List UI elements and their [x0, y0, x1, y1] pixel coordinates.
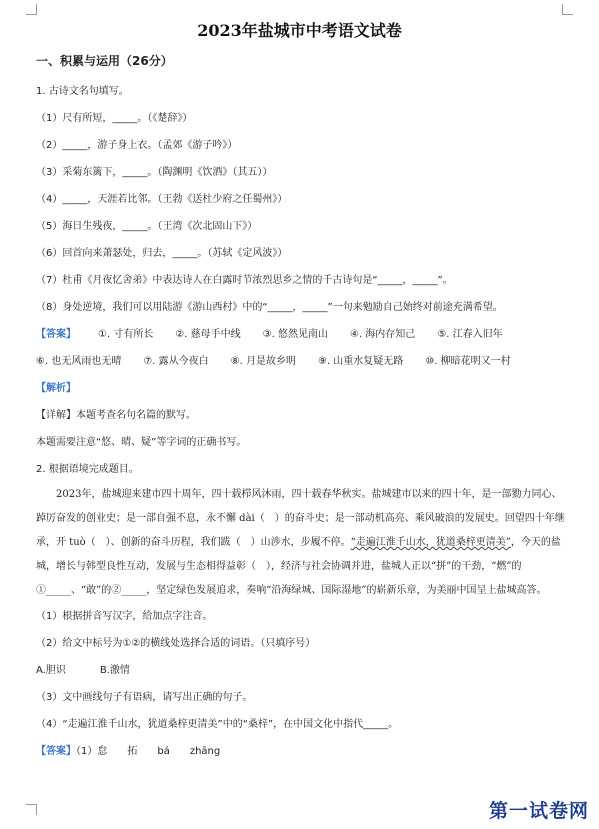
q2-sub-3: （3）文中画线句子有语病，请写出正确的句子。: [36, 692, 253, 703]
q1-item-5: （5）海日生残夜，_____。（王湾《次北固山下》）: [36, 221, 258, 232]
q2-answer-first: （1）怠 拓 bá zhāng: [76, 746, 221, 757]
passage-underlined-sentence: “走遍江淮千山水，犹道桑梓更清美”: [350, 537, 511, 548]
q2-answer-line: [36, 738, 565, 765]
q1-item-7: （7）杜甫《月夜忆舍弟》中表达诗人在白露时节浓烈思乡之情的千古诗句是“_____，_____”。: [36, 275, 453, 286]
q1-item-3: （3）采菊东篱下，_____。（陶渊明《饮酒》（其五））: [36, 167, 273, 178]
q2-sub-2: （2）给文中标号为①②的横线处选择合适的词语。（只填序号）: [36, 638, 316, 649]
q1-item-2: （2）_____，游子身上衣。（孟郊《游子吟》）: [36, 140, 238, 151]
answer-item: ①. 寸有所长: [98, 329, 154, 340]
watermark-logo: 第一试卷网: [488, 800, 589, 822]
q1-item-6: （6）回首向来萧瑟处，归去，_____。（苏轼《定风波》）: [36, 248, 288, 259]
q2-passage: [36, 483, 565, 603]
answer-item: ④. 海内存知己: [349, 329, 416, 340]
q2-sub-1: （1）根据拼音写汉字，给加点字注音。: [36, 611, 213, 622]
page-title: 2023年盐城市中考语文试卷: [197, 21, 402, 40]
passage-part-2: ，今天的盐城，增长与韩型良性互动，发展与生态相得益彰（ ），经济与社会协调并进，盐城人正以“拼”的干劲，“燃”的①_____、“敢”的②_____，坚定绿色发展追求，奏响“沿海绿城、国际湿地”的崭新乐章，为美丽中国呈上盐城高答。: [36, 537, 561, 596]
corner-mark-top-left: [26, 4, 37, 15]
q1-item-4: （4）_____，天涯若比邻。（王勃《送杜少府之任蜀州》）: [36, 194, 288, 205]
analysis-tag: 【解析】: [36, 383, 76, 394]
answer-item: ③. 悠然见南山: [262, 329, 328, 340]
detail-tag: 【详解】: [36, 410, 76, 421]
answer-item: ⑥. 也无风雨也无晴: [36, 356, 122, 367]
section-heading: 一、积累与运用（26分）: [36, 54, 173, 68]
answer-tag: 【答案】: [36, 329, 76, 340]
answer-item: ⑤. 江春入旧年: [437, 329, 503, 340]
answer-item: ②. 慈母手中线: [175, 329, 241, 340]
answer-tag: 【答案】: [36, 746, 76, 757]
option-b: B.激情: [99, 665, 130, 676]
passage-part-1: 2023年，盐城迎来建市四十周年，四十载栉风沐雨，四十载春华秋实。盐城建市以来的四十年，是一部勠力同心、踔厉奋发的创业史；是一部自强不息，永不懈 dài（ ）的奋斗史；是一部动机高亮、乘风破浪的发展史。回望四十年继承，开 tuò（ ）、创新的奋斗历程，我们跋（ ）山涉水，步履不停。: [36, 489, 565, 548]
question-2-head: 2. 根据语境完成题目。: [36, 464, 139, 475]
document-body: [36, 78, 565, 765]
q1-item-8: （8）身处逆境，我们可以用陆游《游山西村》中的“_____，_____”一句来勉励自己始终对前途充满希望。: [36, 302, 503, 313]
q1-note: 本题需要注意“悠、晴、疑”等字词的正确书写。: [36, 437, 247, 448]
q1-answers: [36, 321, 565, 375]
answer-item: ⑦. 露从今夜白: [143, 356, 209, 367]
question-1-head: 1. 古诗文名句填写。: [36, 86, 129, 97]
corner-mark-bottom-left: [26, 804, 37, 815]
detail-text: 本题考查名句名篇的默写。: [76, 410, 196, 421]
q2-sub-4: （4）“走遍江淮千山水，犹道桑梓更清美”中的“桑梓”，在中国文化中指代_____。: [36, 719, 399, 730]
q2-options: [36, 657, 565, 684]
answer-item: ⑧. 月是故乡明: [230, 356, 296, 367]
q1-item-1: （1）尺有所短，_____。（《楚辞》）: [36, 113, 193, 124]
corner-mark-top-right: [562, 4, 573, 15]
detail-line: [36, 402, 565, 429]
answer-item: ⑩. 柳暗花明又一村: [425, 356, 511, 367]
option-a: A.胆识: [36, 665, 66, 676]
answer-item: ⑨. 山重水复疑无路: [317, 356, 404, 367]
